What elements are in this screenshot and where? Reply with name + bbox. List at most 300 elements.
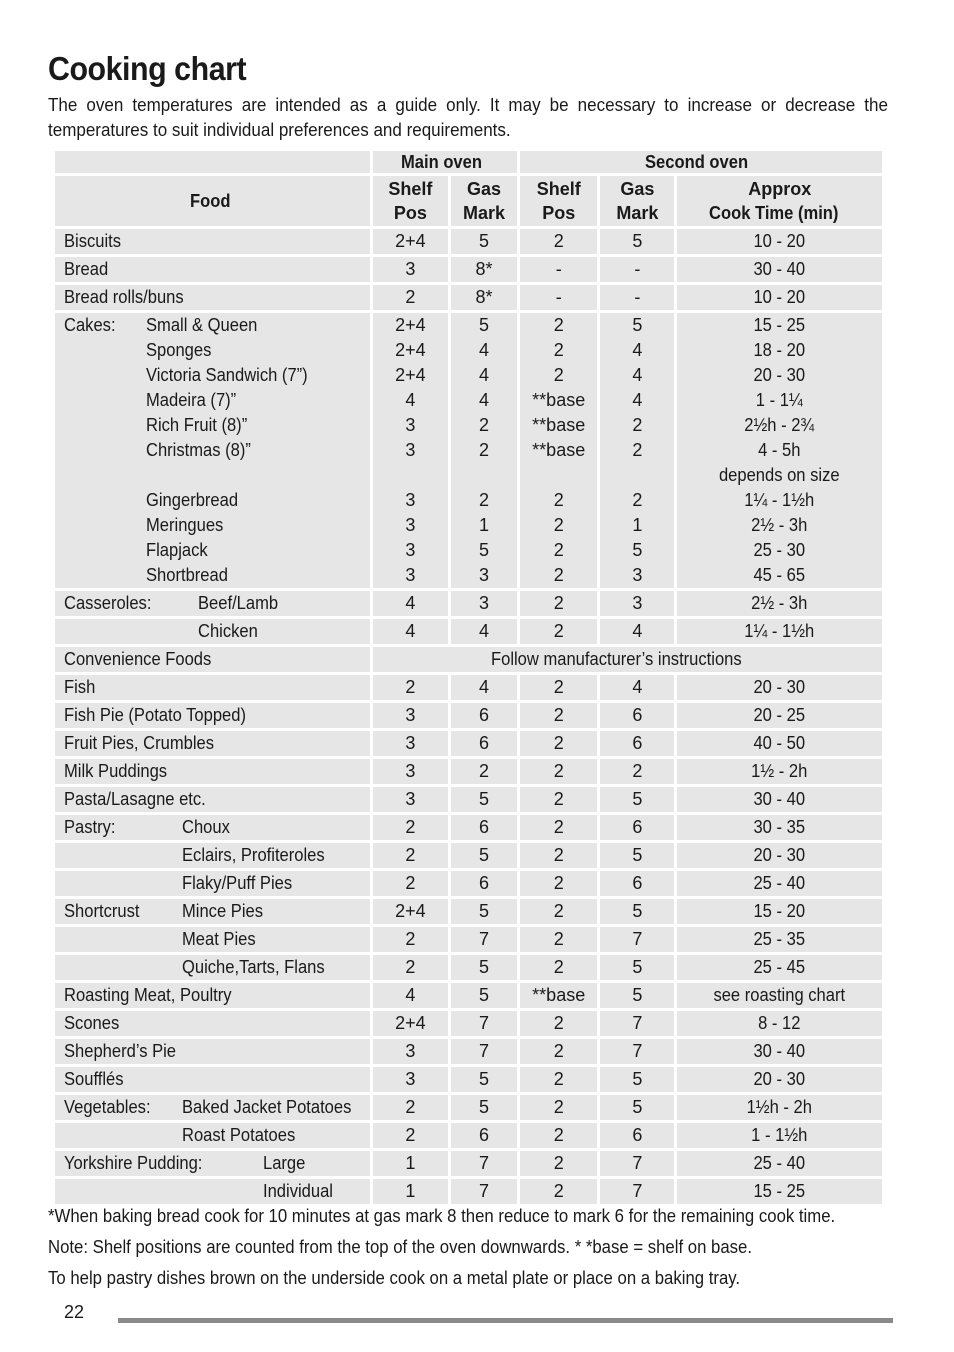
cook-time-value: 1½h - 2h [747, 1097, 813, 1117]
main-gas-mark-value: 7 [479, 1041, 490, 1061]
second-shelf-pos-cell [520, 731, 597, 756]
cook-time-cell [677, 1151, 882, 1176]
footnote-shelf: Note: Shelf positions are counted from the top of the oven downwards. * *base = shelf on base. [48, 1237, 752, 1257]
chart-body [55, 229, 882, 1204]
food-item: Quiche,Tarts, Flans [182, 957, 325, 977]
second-gas-mark-value: 3 [632, 593, 643, 613]
food-category: Pasta/Lasagne etc. [64, 789, 206, 809]
main-shelf-pos-value: 2+4 [395, 340, 426, 360]
cook-time-value: 8 - 12 [758, 1013, 801, 1033]
second-shelf-pos-cell [520, 229, 597, 254]
second-shelf-pos-cell [520, 1095, 597, 1120]
table-row [55, 1011, 882, 1036]
main-shelf-pos-cell [373, 1011, 448, 1036]
header-food: Food [55, 176, 370, 226]
header-main-shelf-pos: Shelf Pos [373, 176, 448, 226]
cook-time-cell [677, 619, 882, 644]
main-gas-mark-cell [451, 285, 517, 310]
second-gas-mark-cell [600, 703, 674, 728]
second-gas-mark-value: 2 [632, 415, 643, 435]
main-gas-mark-cell [451, 955, 517, 980]
second-gas-mark-value: 4 [632, 621, 643, 641]
second-gas-mark-value: 7 [632, 929, 643, 949]
page-number: 22 [64, 1302, 85, 1322]
food-category: Bread rolls/buns [64, 287, 184, 307]
food-cell [55, 843, 370, 868]
cook-time-value: 10 - 20 [753, 231, 806, 251]
food-category: Fish [64, 677, 96, 697]
second-shelf-pos-cell [520, 1011, 597, 1036]
second-gas-mark-cell [600, 815, 674, 840]
main-shelf-pos-value: 4 [405, 593, 416, 613]
second-gas-mark-cell [600, 675, 674, 700]
second-shelf-pos-cell [520, 257, 597, 282]
second-shelf-pos-value: 2 [553, 231, 564, 251]
main-gas-mark-value: 6 [479, 873, 490, 893]
second-gas-mark-value: 5 [632, 845, 643, 865]
main-gas-mark-cell [451, 1095, 517, 1120]
food-item: Shortbread [146, 565, 228, 585]
main-shelf-pos-value: 3 [405, 490, 416, 510]
second-gas-mark-value: 2 [632, 761, 643, 781]
food-item: Sponges [146, 340, 212, 360]
food-category: Scones [64, 1013, 120, 1033]
main-shelf-pos-cell [373, 313, 448, 588]
main-gas-mark-value: 5 [479, 540, 490, 560]
cook-time-value: 20 - 30 [753, 845, 806, 865]
second-shelf-pos-value: **base [532, 440, 586, 460]
main-gas-mark-value: 2 [479, 490, 490, 510]
second-gas-mark-value: 5 [632, 231, 643, 251]
second-gas-mark-cell [600, 899, 674, 924]
cook-time-cell [677, 313, 882, 588]
second-shelf-pos-value: 2 [553, 929, 564, 949]
main-shelf-pos-value: 3 [405, 515, 416, 535]
main-gas-mark-value: 6 [479, 733, 490, 753]
cook-time-value: 25 - 30 [753, 540, 806, 560]
main-shelf-pos-value: 2 [405, 817, 416, 837]
cook-time-value: 1 - 1½h [751, 1125, 808, 1145]
second-gas-mark-value: 5 [632, 1069, 643, 1089]
table-row [55, 899, 882, 924]
main-gas-mark-value: 7 [479, 929, 490, 949]
main-shelf-pos-cell [373, 1095, 448, 1120]
second-shelf-pos-cell [520, 815, 597, 840]
second-shelf-pos-value: 2 [553, 957, 564, 977]
table-row [55, 731, 882, 756]
main-shelf-pos-cell [373, 927, 448, 952]
second-shelf-pos-cell [520, 1179, 597, 1204]
second-gas-mark-value: 4 [632, 390, 643, 410]
food-cell [55, 759, 370, 784]
main-gas-mark-value: 2 [479, 415, 490, 435]
second-shelf-pos-cell [520, 871, 597, 896]
header-main-oven: Main oven [373, 151, 517, 173]
food-item: Flapjack [146, 540, 208, 560]
main-gas-mark-value: 6 [479, 705, 490, 725]
food-cell [55, 647, 370, 672]
second-shelf-pos-value: 2 [553, 1181, 564, 1201]
table-row [55, 313, 882, 588]
main-gas-mark-cell [451, 787, 517, 812]
second-shelf-pos-value: 2 [553, 593, 564, 613]
cook-time-cell [677, 787, 882, 812]
cooking-chart-table [52, 148, 885, 1207]
second-shelf-pos-cell [520, 955, 597, 980]
second-shelf-pos-value: **base [532, 415, 586, 435]
second-gas-mark-value: 5 [632, 540, 643, 560]
second-gas-mark-value: - [634, 259, 641, 279]
main-shelf-pos-value: 2 [405, 845, 416, 865]
second-gas-mark-cell [600, 1067, 674, 1092]
main-shelf-pos-cell [373, 955, 448, 980]
header-row-oven [55, 151, 882, 173]
header-second-shelf-pos: Shelf Pos [520, 176, 597, 226]
food-cell [55, 1151, 370, 1176]
cook-time-value: 30 - 40 [753, 259, 806, 279]
food-cell [55, 1123, 370, 1148]
cook-time-cell [677, 285, 882, 310]
main-gas-mark-value: 4 [479, 621, 490, 641]
second-shelf-pos-value: 2 [553, 340, 564, 360]
food-category: Casseroles: [64, 593, 152, 613]
food-item: Christmas (8)” [146, 440, 251, 460]
cook-time-value: 45 - 65 [753, 565, 806, 585]
main-shelf-pos-value: 2 [405, 287, 416, 307]
cook-time-value: 25 - 35 [753, 929, 806, 949]
main-gas-mark-value: 6 [479, 1125, 490, 1145]
food-item: Chicken [198, 621, 258, 641]
second-gas-mark-value: 3 [632, 565, 643, 585]
food-item: Beef/Lamb [198, 593, 279, 613]
second-shelf-pos-value: 2 [553, 873, 564, 893]
second-shelf-pos-cell [520, 1067, 597, 1092]
cook-time-value: 2½ - 3h [751, 515, 808, 535]
main-shelf-pos-cell [373, 1151, 448, 1176]
main-gas-mark-value: 7 [479, 1153, 490, 1173]
main-shelf-pos-cell [373, 1123, 448, 1148]
second-shelf-pos-value: 2 [553, 677, 564, 697]
cook-time-cell [677, 1011, 882, 1036]
second-shelf-pos-cell [520, 787, 597, 812]
cook-time-cell [677, 871, 882, 896]
food-cell [55, 619, 370, 644]
second-shelf-pos-value: 2 [553, 1097, 564, 1117]
second-gas-mark-value: 1 [632, 515, 643, 535]
second-gas-mark-cell [600, 927, 674, 952]
second-gas-mark-cell [600, 1095, 674, 1120]
food-category: Milk Puddings [64, 761, 168, 781]
food-cell [55, 591, 370, 616]
cook-time-cell [677, 843, 882, 868]
food-item: Large [263, 1153, 306, 1173]
food-cell [55, 675, 370, 700]
food-category: Fish Pie (Potato Topped) [64, 705, 246, 725]
main-gas-mark-value: 5 [479, 845, 490, 865]
cook-time-value: 20 - 30 [753, 365, 806, 385]
main-gas-mark-value: 5 [479, 957, 490, 977]
second-shelf-pos-cell [520, 591, 597, 616]
second-shelf-pos-value: 2 [553, 540, 564, 560]
main-gas-mark-value: 4 [479, 390, 490, 410]
main-gas-mark-cell [451, 927, 517, 952]
second-shelf-pos-cell [520, 1151, 597, 1176]
table-row [55, 1039, 882, 1064]
second-shelf-pos-value: - [555, 287, 562, 307]
main-gas-mark-cell [451, 675, 517, 700]
cook-time-value: 10 - 20 [753, 287, 806, 307]
main-shelf-pos-value: 2+4 [395, 1013, 426, 1033]
table-row [55, 983, 882, 1008]
footnote-pastry: To help pastry dishes brown on the underside cook on a metal plate or place on a baking tray. [48, 1268, 741, 1288]
main-shelf-pos-value: 3 [405, 761, 416, 781]
cook-time-value: 20 - 25 [753, 705, 806, 725]
table-row [55, 257, 882, 282]
main-shelf-pos-value: 2+4 [395, 901, 426, 921]
food-item: Small & Queen [146, 315, 258, 335]
cook-time-value: depends on size [719, 465, 841, 485]
main-gas-mark-cell [451, 619, 517, 644]
cook-time-cell [677, 1095, 882, 1120]
main-gas-mark-value: 5 [479, 315, 490, 335]
main-gas-mark-value: 5 [479, 1097, 490, 1117]
cook-time-value: see roasting chart [713, 985, 846, 1005]
main-shelf-pos-cell [373, 675, 448, 700]
header-blank [55, 151, 370, 173]
main-shelf-pos-value: 2 [405, 1097, 416, 1117]
main-gas-mark-cell [451, 1011, 517, 1036]
main-gas-mark-cell [451, 983, 517, 1008]
food-item: Meat Pies [182, 929, 256, 949]
main-shelf-pos-value: 2+4 [395, 231, 426, 251]
food-item: Victoria Sandwich (7”) [146, 365, 308, 385]
food-item: Choux [182, 817, 230, 837]
second-gas-mark-cell [600, 843, 674, 868]
instruction-cell: Follow manufacturer’s instructions [373, 647, 882, 672]
second-gas-mark-cell [600, 619, 674, 644]
cook-time-cell [677, 229, 882, 254]
second-shelf-pos-value: 2 [553, 733, 564, 753]
main-gas-mark-cell [451, 313, 517, 588]
second-gas-mark-value: 2 [632, 490, 643, 510]
second-gas-mark-value: 6 [632, 817, 643, 837]
main-shelf-pos-cell [373, 843, 448, 868]
cook-time-cell [677, 955, 882, 980]
main-shelf-pos-cell [373, 703, 448, 728]
table-row [55, 285, 882, 310]
second-shelf-pos-value: 2 [553, 901, 564, 921]
table-row [55, 619, 882, 644]
main-gas-mark-cell [451, 591, 517, 616]
second-gas-mark-value: 5 [632, 1097, 643, 1117]
second-gas-mark-cell [600, 955, 674, 980]
second-gas-mark-value: 4 [632, 365, 643, 385]
main-shelf-pos-cell [373, 787, 448, 812]
second-shelf-pos-cell [520, 285, 597, 310]
main-gas-mark-cell [451, 229, 517, 254]
main-shelf-pos-value: 3 [405, 1041, 416, 1061]
main-shelf-pos-value: 3 [405, 440, 416, 460]
food-cell [55, 1039, 370, 1064]
cook-time-cell [677, 899, 882, 924]
main-gas-mark-value: 5 [479, 901, 490, 921]
food-cell [55, 787, 370, 812]
table-row [55, 229, 882, 254]
main-shelf-pos-value: 2 [405, 957, 416, 977]
food-item: Eclairs, Profiteroles [182, 845, 325, 865]
main-shelf-pos-value: 3 [405, 540, 416, 560]
food-cell [55, 1095, 370, 1120]
second-gas-mark-value: 7 [632, 1153, 643, 1173]
cook-time-cell [677, 927, 882, 952]
second-gas-mark-cell [600, 1179, 674, 1204]
second-gas-mark-value: 5 [632, 901, 643, 921]
second-gas-mark-cell [600, 591, 674, 616]
second-shelf-pos-value: 2 [553, 1069, 564, 1089]
main-gas-mark-cell [451, 1067, 517, 1092]
second-gas-mark-value: 7 [632, 1013, 643, 1033]
main-shelf-pos-value: 2+4 [395, 315, 426, 335]
main-gas-mark-value: 4 [479, 677, 490, 697]
food-category: Convenience Foods [64, 649, 212, 669]
second-gas-mark-cell [600, 1151, 674, 1176]
cook-time-value: 25 - 40 [753, 873, 806, 893]
food-item: Rich Fruit (8)” [146, 415, 248, 435]
table-row [55, 591, 882, 616]
main-gas-mark-value: 2 [479, 761, 490, 781]
main-gas-mark-value: 5 [479, 985, 490, 1005]
main-gas-mark-value: 6 [479, 817, 490, 837]
food-category: Yorkshire Pudding: [64, 1153, 203, 1173]
food-cell [55, 257, 370, 282]
main-gas-mark-cell [451, 731, 517, 756]
table-row [55, 1151, 882, 1176]
second-shelf-pos-cell [520, 927, 597, 952]
food-category: Cakes: [64, 315, 116, 335]
food-category: Bread [64, 259, 109, 279]
second-gas-mark-cell [600, 257, 674, 282]
main-shelf-pos-value: 2 [405, 677, 416, 697]
main-gas-mark-cell [451, 871, 517, 896]
main-shelf-pos-cell [373, 899, 448, 924]
main-gas-mark-value: 3 [479, 593, 490, 613]
second-gas-mark-cell [600, 1011, 674, 1036]
main-shelf-pos-value: 3 [405, 259, 416, 279]
food-item: Flaky/Puff Pies [182, 873, 293, 893]
food-cell [55, 731, 370, 756]
food-cell [55, 815, 370, 840]
main-shelf-pos-value: 3 [405, 1069, 416, 1089]
table-row [55, 1095, 882, 1120]
cook-time-cell [677, 1039, 882, 1064]
main-gas-mark-value: 4 [479, 340, 490, 360]
main-gas-mark-cell [451, 815, 517, 840]
main-gas-mark-value: 7 [479, 1181, 490, 1201]
second-gas-mark-value [600, 463, 674, 488]
main-shelf-pos-cell [373, 229, 448, 254]
main-shelf-pos-value: 3 [405, 565, 416, 585]
second-gas-mark-value: - [634, 287, 641, 307]
table-row [55, 927, 882, 952]
second-shelf-pos-value: 2 [553, 845, 564, 865]
second-gas-mark-cell [600, 871, 674, 896]
main-gas-mark-value: 4 [479, 365, 490, 385]
cook-time-value: 1¼ - 1½h [744, 621, 815, 641]
food-category: Biscuits [64, 231, 122, 251]
main-shelf-pos-cell [373, 1067, 448, 1092]
food-category: Vegetables: [64, 1097, 151, 1117]
second-gas-mark-cell [600, 1123, 674, 1148]
table-row [55, 675, 882, 700]
main-gas-mark-cell [451, 1039, 517, 1064]
main-shelf-pos-cell [373, 871, 448, 896]
cook-time-cell [677, 983, 882, 1008]
cook-time-value: 25 - 40 [753, 1153, 806, 1173]
cook-time-value: 1 - 1¼ [756, 390, 804, 410]
cook-time-value: 40 - 50 [753, 733, 806, 753]
second-shelf-pos-cell [520, 675, 597, 700]
second-gas-mark-cell [600, 759, 674, 784]
second-shelf-pos-value: 2 [553, 1153, 564, 1173]
main-shelf-pos-value: 4 [405, 390, 416, 410]
header-cook-time: Approx Cook Time (min) [677, 176, 882, 226]
cook-time-cell [677, 675, 882, 700]
second-shelf-pos-cell [520, 1039, 597, 1064]
food-category: Shepherd’s Pie [64, 1041, 177, 1061]
second-shelf-pos-cell [520, 703, 597, 728]
main-shelf-pos-cell [373, 815, 448, 840]
table-row [55, 1179, 882, 1204]
table-row [55, 647, 882, 672]
table-row [55, 843, 882, 868]
main-shelf-pos-cell [373, 285, 448, 310]
second-shelf-pos-value: **base [532, 390, 586, 410]
main-shelf-pos-value: 2 [405, 929, 416, 949]
main-gas-mark-cell [451, 703, 517, 728]
second-shelf-pos-value: 2 [553, 490, 564, 510]
cook-time-cell [677, 815, 882, 840]
main-gas-mark-cell [451, 843, 517, 868]
second-gas-mark-value: 5 [632, 789, 643, 809]
cook-time-value: 18 - 20 [753, 340, 806, 360]
main-shelf-pos-value: 3 [405, 733, 416, 753]
main-shelf-pos-value: 1 [405, 1153, 416, 1173]
main-shelf-pos-cell [373, 759, 448, 784]
food-cell [55, 955, 370, 980]
cook-time-value: 2½h - 2¾ [744, 415, 815, 435]
food-category: Shortcrust [64, 901, 140, 921]
food-cell [55, 229, 370, 254]
food-cell [55, 1179, 370, 1204]
food-item: Gingerbread [146, 490, 239, 510]
second-gas-mark-value: 6 [632, 705, 643, 725]
second-shelf-pos-value: 2 [553, 761, 564, 781]
cook-time-value: 20 - 30 [753, 677, 806, 697]
cook-time-value: 30 - 40 [753, 789, 806, 809]
cook-time-cell [677, 1067, 882, 1092]
cook-time-value: 15 - 25 [753, 315, 806, 335]
second-gas-mark-cell [600, 229, 674, 254]
main-gas-mark-cell [451, 1179, 517, 1204]
intro-paragraph: The oven temperatures are intended as a guide only. It may be necessary to increase or decrease the temperatures to suit individual preferences and requirements. [48, 94, 888, 140]
second-gas-mark-value: 5 [632, 957, 643, 977]
main-gas-mark-cell [451, 1123, 517, 1148]
table-row [55, 759, 882, 784]
second-gas-mark-value: 7 [632, 1181, 643, 1201]
second-gas-mark-value: 4 [632, 677, 643, 697]
main-gas-mark-cell [451, 1151, 517, 1176]
food-category: Pastry: [64, 817, 116, 837]
